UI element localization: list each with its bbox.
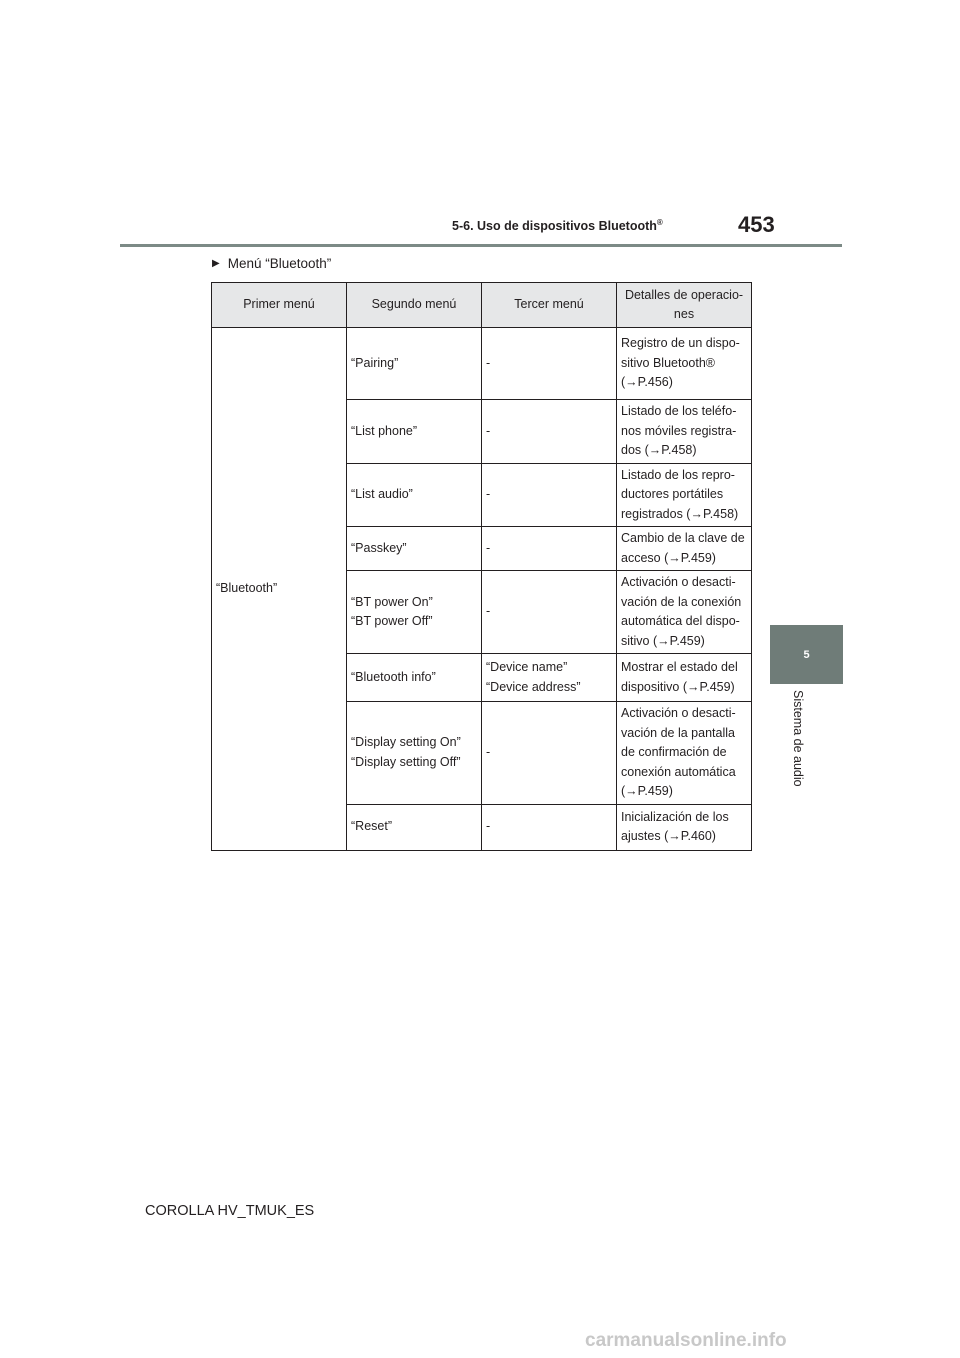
header-primer-menu: Primer menú xyxy=(212,283,347,328)
third-menu-cell-line: - xyxy=(486,487,491,501)
details-cell-line: Inicialización de los xyxy=(621,809,729,824)
details-cell-line: Mostrar el estado del xyxy=(621,660,738,674)
details-cell-line: automática del dispo- xyxy=(621,614,740,628)
section-heading xyxy=(212,256,331,271)
third-menu-cell xyxy=(482,463,617,527)
chapter-number: 5 xyxy=(803,648,810,661)
details-cell-line: (→P.456) xyxy=(621,375,673,390)
details-cell xyxy=(617,571,752,654)
details-cell-line: Listado de los repro- xyxy=(621,467,735,482)
second-menu-cell xyxy=(347,654,482,702)
third-menu-cell xyxy=(482,328,617,400)
details-cell-line: Activación o desacti- xyxy=(621,706,736,720)
chapter-label: Sistema de audio xyxy=(791,690,805,787)
details-cell-line: sitivo Bluetooth® xyxy=(621,355,715,370)
details-cell-line: de confirmación de xyxy=(621,745,727,759)
table-body xyxy=(212,328,752,851)
second-menu-cell xyxy=(347,571,482,654)
third-menu-cell-line: - xyxy=(486,540,491,555)
second-menu-cell-line: “Display setting Off” xyxy=(351,754,461,769)
second-menu-cell-line: “List audio” xyxy=(351,487,413,501)
second-menu-cell xyxy=(347,463,482,527)
third-menu-cell xyxy=(482,654,617,702)
details-cell xyxy=(617,702,752,805)
first-menu-cell: “Bluetooth” xyxy=(212,328,347,851)
header-detalles-line: nes xyxy=(673,307,695,321)
details-cell-line: vación de la pantalla xyxy=(621,725,735,740)
table-row xyxy=(212,328,752,400)
details-cell-line: Listado de los teléfo- xyxy=(621,404,737,418)
section-title xyxy=(452,218,663,233)
second-menu-cell-line: “BT power Off” xyxy=(351,614,433,628)
details-cell-line: ajustes (→P.460) xyxy=(621,829,716,843)
bluetooth-menu-table xyxy=(211,282,752,851)
registered-mark: ® xyxy=(656,218,663,227)
third-menu-cell xyxy=(482,571,617,654)
header-detalles xyxy=(617,283,752,328)
watermark: carmanualsonline.info xyxy=(585,1330,787,1351)
third-menu-cell xyxy=(482,527,617,571)
header-divider xyxy=(120,244,842,247)
third-menu-cell xyxy=(482,400,617,464)
details-cell xyxy=(617,527,752,571)
second-menu-cell-line: “BT power On” xyxy=(351,594,433,609)
second-menu-cell-line: “Bluetooth info” xyxy=(351,669,436,684)
second-menu-cell-line: “Reset” xyxy=(351,819,392,834)
second-menu-cell-line: “Passkey” xyxy=(351,540,407,555)
third-menu-cell-line: - xyxy=(486,604,491,619)
second-menu-cell-line: “Pairing” xyxy=(351,355,399,370)
details-cell-line: acceso (→P.459) xyxy=(621,550,716,565)
second-menu-cell xyxy=(347,328,482,400)
second-menu-cell-line: “Display setting On” xyxy=(351,735,461,750)
triangle-right-icon: ▶ xyxy=(212,258,220,269)
third-menu-cell-line: - xyxy=(486,819,491,834)
second-menu-cell xyxy=(347,804,482,850)
second-menu-cell xyxy=(347,702,482,805)
third-menu-cell xyxy=(482,702,617,805)
section-heading-text: Menú “Bluetooth” xyxy=(227,256,332,271)
details-cell-line: ductores portátiles xyxy=(621,487,724,501)
chapter-tab xyxy=(770,625,843,684)
section-title-text: 5-6. Uso de dispositivos Bluetooth xyxy=(452,219,657,234)
details-cell xyxy=(617,400,752,464)
second-menu-cell-line: “List phone” xyxy=(351,423,418,438)
table-header-row xyxy=(212,283,752,328)
header-segundo-menu: Segundo menú xyxy=(347,283,482,328)
details-cell-line: Cambio de la clave de xyxy=(621,531,745,545)
third-menu-cell-line: - xyxy=(486,745,491,759)
details-cell-line: dos (→P.458) xyxy=(621,443,697,457)
details-cell-line: sitivo (→P.459) xyxy=(621,633,705,648)
details-cell-line: registrados (→P.458) xyxy=(621,506,739,521)
third-menu-cell-line: “Device name” xyxy=(486,660,568,674)
third-menu-cell xyxy=(482,804,617,850)
footer-model-code: COROLLA HV_TMUK_ES xyxy=(145,1203,315,1219)
details-cell-line: conexión automática xyxy=(621,764,736,779)
third-menu-cell-line: “Device address” xyxy=(486,679,581,694)
second-menu-cell xyxy=(347,400,482,464)
details-cell-line: Registro de un dispo- xyxy=(621,336,740,351)
details-cell-line: nos móviles registra- xyxy=(621,423,737,438)
details-cell-line: vación de la conexión xyxy=(621,594,742,609)
details-cell xyxy=(617,463,752,527)
details-cell xyxy=(617,328,752,400)
header-tercer-menu: Tercer menú xyxy=(482,283,617,328)
details-cell-line: dispositivo (→P.459) xyxy=(621,679,735,694)
second-menu-cell xyxy=(347,527,482,571)
details-cell xyxy=(617,654,752,702)
third-menu-cell-line: - xyxy=(486,355,491,370)
page-number: 453 xyxy=(738,212,775,237)
details-cell-line: (→P.459) xyxy=(621,784,673,798)
details-cell xyxy=(617,804,752,850)
header-detalles-line: Detalles de operacio- xyxy=(624,287,744,302)
third-menu-cell-line: - xyxy=(486,423,491,438)
details-cell-line: Activación o desacti- xyxy=(621,575,736,589)
